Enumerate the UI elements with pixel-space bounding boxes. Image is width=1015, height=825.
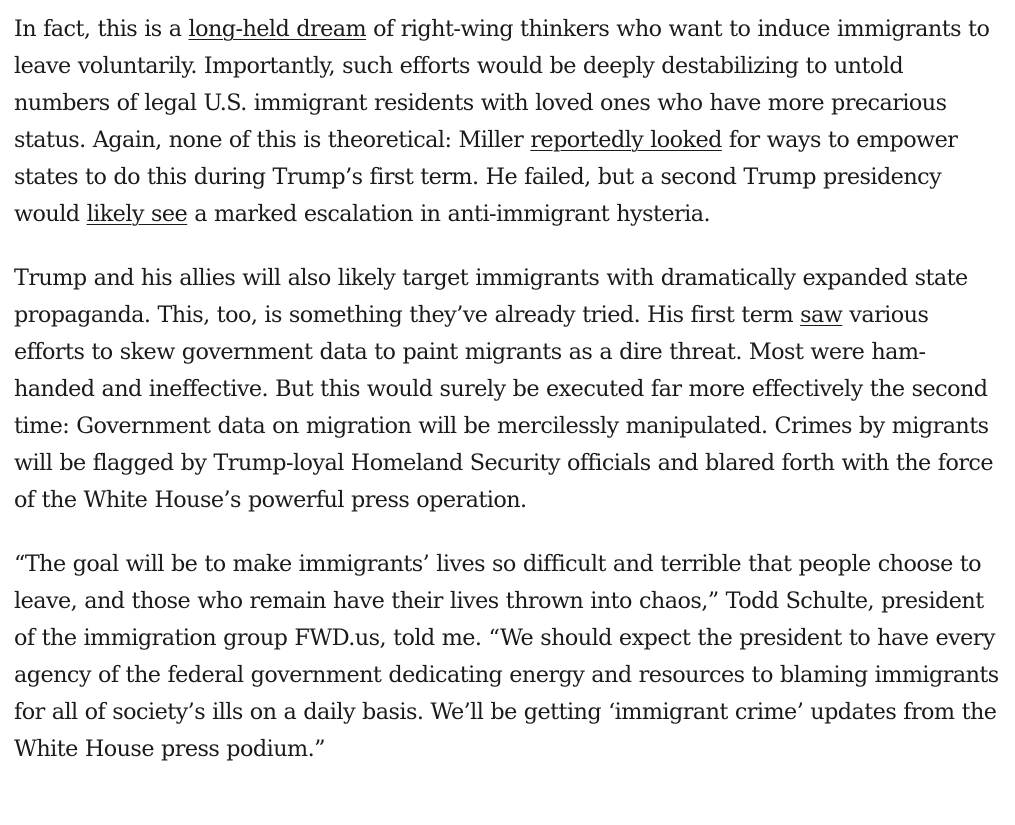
paragraph-text: various efforts to skew government data to paint migrants as a dire threat. Most were ham-handed and ineffective. But this would surely be executed far more effectively the second time: Government data on migration will be mercilessly manipulated. Crimes by migrants will be flagged by Trump-loyal Homeland Security officials and blared forth with the force of the White House’s powerful press operation. (14, 302, 994, 513)
paragraph-text: for ways to empower states to do this during Trump’s first term. He failed, but a second Trump presidency would (14, 127, 958, 227)
link-reportedly-looked[interactable]: reportedly looked (530, 127, 722, 153)
paragraph-1 (14, 11, 1001, 233)
paragraph-text: a marked escalation in anti-immigrant hysteria. (187, 201, 710, 227)
link-likely-see[interactable]: likely see (86, 201, 188, 227)
paragraph-text: of right-wing thinkers who want to induce immigrants to leave voluntarily. Importantly, such efforts would be deeply destabilizing to untold numbers of legal U.S. immigrant residents with loved ones who have more precarious status. Again, none of this is theoretical: Miller (14, 16, 990, 153)
link-saw[interactable]: saw (800, 302, 843, 328)
paragraph-text: Trump and his allies will also likely target immigrants with dramatically expanded state propaganda. This, too, is something they’ve already tried. His first term (14, 265, 968, 328)
link-long-held-dream[interactable]: long-held dream (188, 16, 367, 42)
paragraph-2 (14, 260, 1001, 519)
paragraph-text: In fact, this is a (14, 16, 189, 42)
paragraph-text: “The goal will be to make immigrants’ lives so difficult and terrible that people choose to leave, and those who remain have their lives thrown into chaos,” Todd Schulte, president of the immigration group FWD.us, told me. “We should expect the president to have every agency of the federal government dedicating energy and resources to blaming immigrants for all of society’s ills on a daily basis. We’ll be getting ‘immigrant crime’ updates from the White House press podium.” (14, 551, 999, 762)
paragraph-3 (14, 546, 1001, 768)
